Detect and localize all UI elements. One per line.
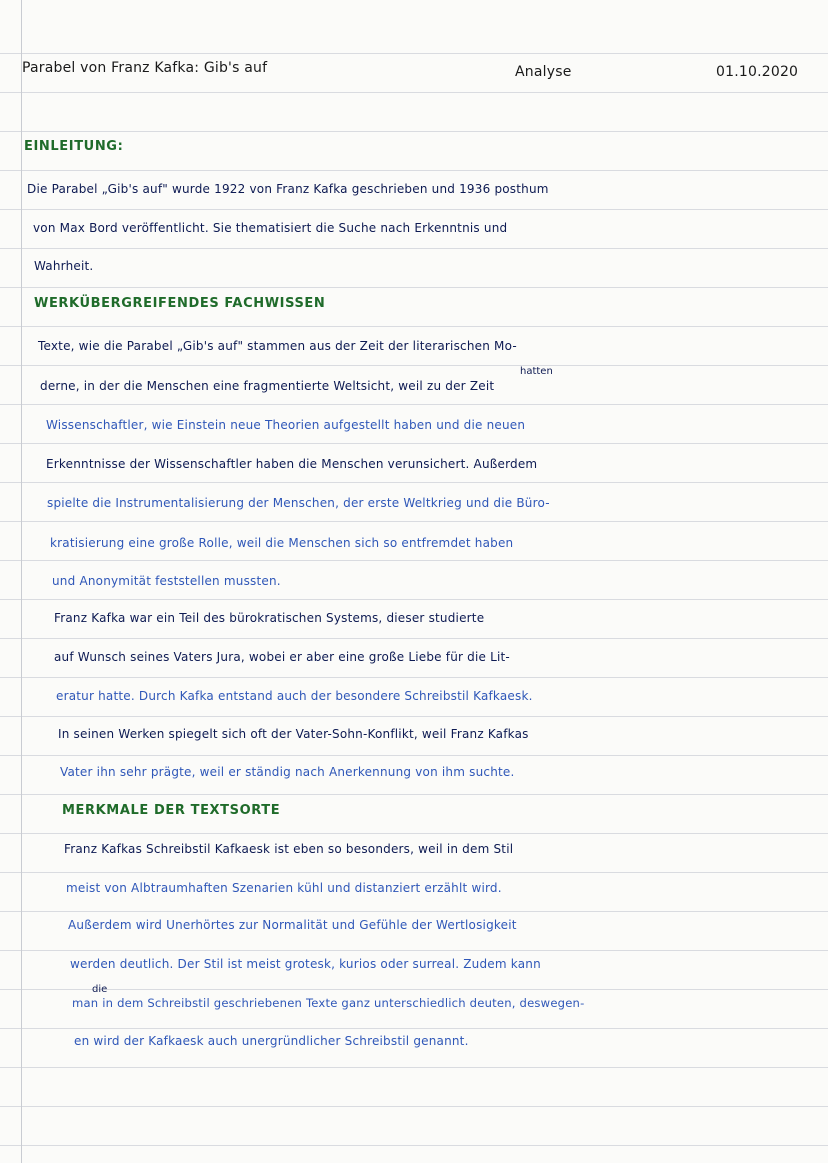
text-line: auf Wunsch seines Vaters Jura, wobei er aber eine große Liebe für die Lit- [54, 650, 510, 664]
text-line: Texte, wie die Parabel „Gib's auf" stammen aus der Zeit der literarischen Mo- [38, 339, 517, 353]
inserted-word: hatten [520, 366, 553, 377]
text-line: Wissenschaftler, wie Einstein neue Theorien aufgestellt haben und die neuen [46, 418, 526, 432]
text-line: man in dem Schreibstil geschriebenen Texte ganz unterschiedlich deuten, deswegen- [72, 996, 585, 1010]
text-line: derne, in der die Menschen eine fragmentierte Weltsicht, weil zu der Zeit [40, 379, 495, 393]
section-heading-fachwissen: WERKÜBERGREIFENDES FACHWISSEN [34, 296, 326, 311]
text-line: Wahrheit. [34, 259, 94, 273]
section-heading-einleitung: EINLEITUNG: [24, 139, 124, 154]
document-type: Analyse [515, 64, 572, 80]
text-line: meist von Albtraumhaften Szenarien kühl und distanziert erzählt wird. [66, 881, 502, 895]
text-line: kratisierung eine große Rolle, weil die Menschen sich so entfremdet haben [50, 536, 514, 550]
text-line: werden deutlich. Der Stil ist meist grotesk, kurios oder surreal. Zudem kann [70, 957, 541, 971]
text-line: en wird der Kafkaesk auch unergründlicher Schreibstil genannt. [74, 1034, 469, 1048]
text-line: Franz Kafkas Schreibstil Kafkaesk ist eben so besonders, weil in dem Stil [64, 842, 514, 856]
margin-line [21, 0, 22, 1163]
text-line: Die Parabel „Gib's auf" wurde 1922 von Franz Kafka geschrieben und 1936 posthum [27, 182, 549, 196]
text-line: und Anonymität feststellen mussten. [52, 574, 281, 588]
text-line: Franz Kafka war ein Teil des bürokratischen Systems, dieser studierte [54, 611, 485, 625]
page-title: Parabel von Franz Kafka: Gib's auf [22, 60, 268, 76]
text-line: Außerdem wird Unerhörtes zur Normalität und Gefühle der Wertlosigkeit [68, 918, 517, 932]
text-line: von Max Bord veröffentlicht. Sie thematisiert die Suche nach Erkenntnis und [33, 221, 508, 235]
document-date: 01.10.2020 [716, 64, 799, 80]
text-line: Erkenntnisse der Wissenschaftler haben die Menschen verunsichert. Außerdem [46, 457, 538, 471]
inserted-word: die [92, 984, 108, 995]
text-line: Vater ihn sehr prägte, weil er ständig nach Anerkennung von ihm suchte. [60, 765, 515, 779]
text-line: In seinen Werken spiegelt sich oft der Vater-Sohn-Konflikt, weil Franz Kafkas [58, 727, 529, 741]
section-heading-merkmale: MERKMALE DER TEXTSORTE [62, 803, 281, 818]
text-line: eratur hatte. Durch Kafka entstand auch der besondere Schreibstil Kafkaesk. [56, 689, 533, 703]
text-line: spielte die Instrumentalisierung der Menschen, der erste Weltkrieg und die Büro- [47, 496, 550, 510]
